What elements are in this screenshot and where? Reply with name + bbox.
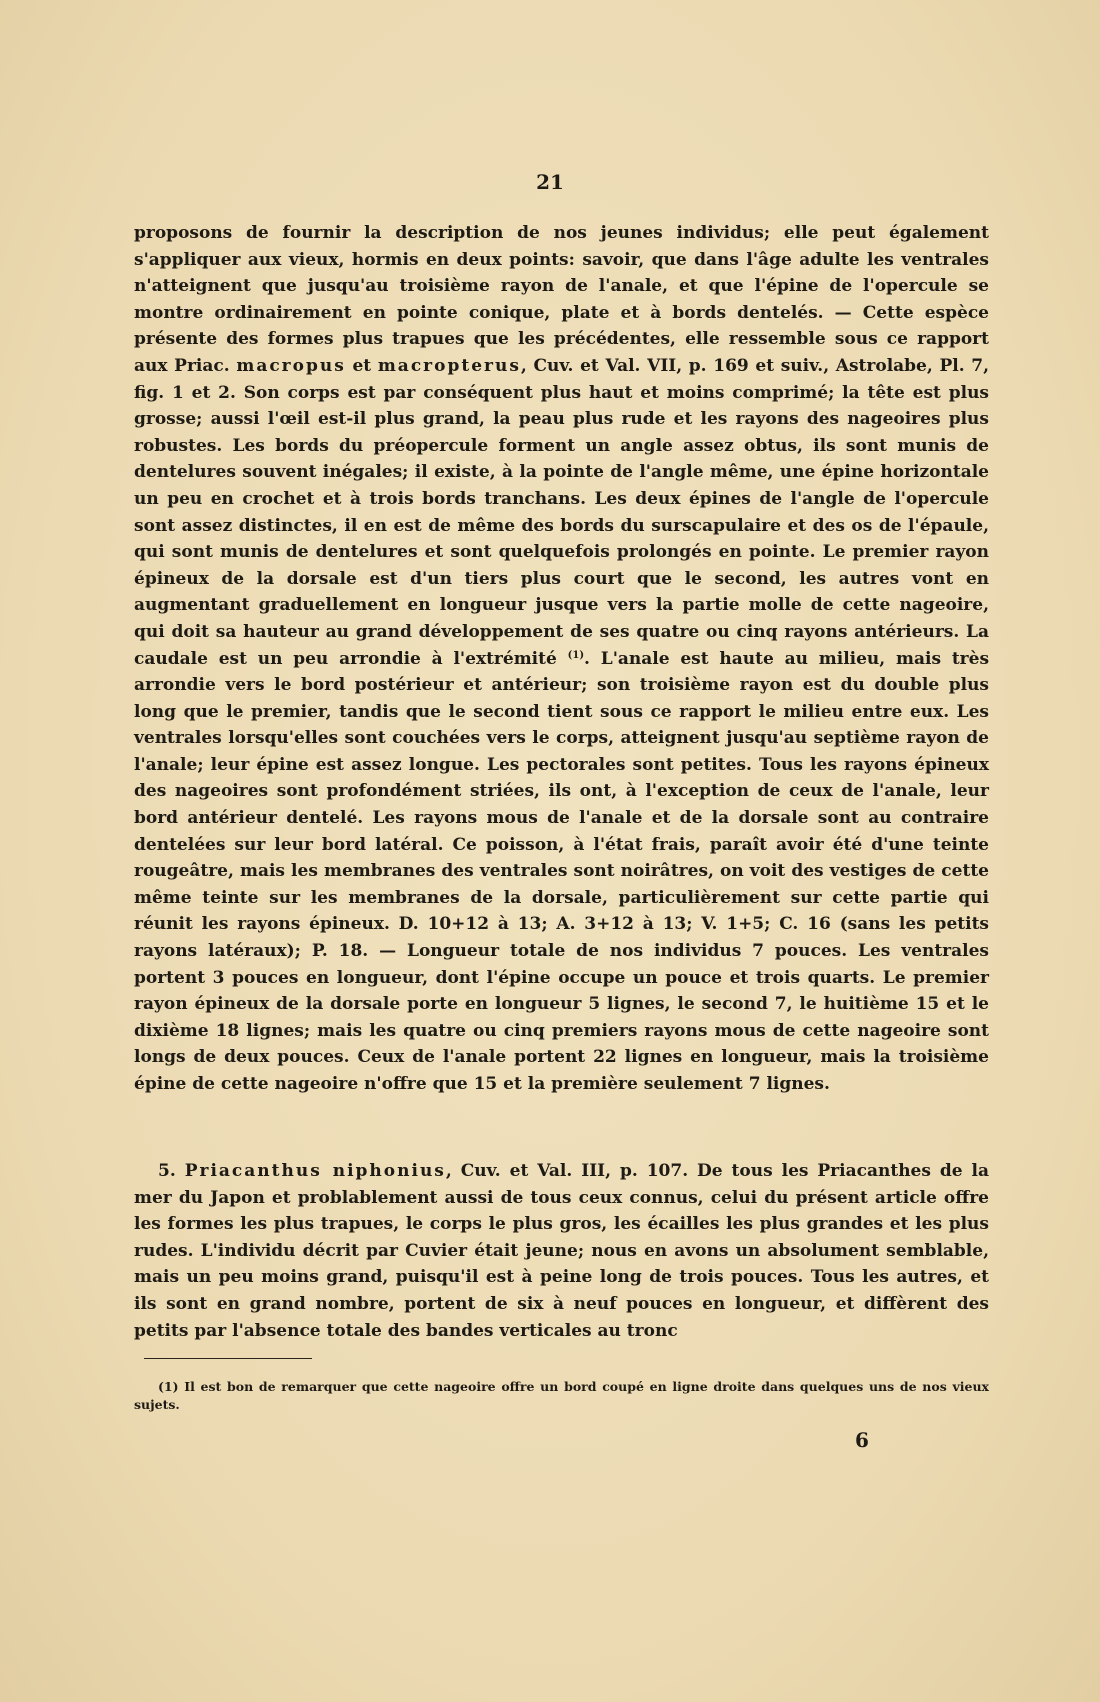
species-name: macropterus [377, 355, 521, 376]
section-paragraph [134, 1158, 989, 1344]
body-paragraph [134, 220, 989, 1098]
body-text-part: , Cuv. et Val. VII, p. 169 et suiv., Astrolabe, Pl. 7, fig. 1 et 2. Son corps est par conséquent plus haut et moins comprimé; la tête est plus grosse; aussi l'œil est-il plus grand, la peau plus rude et les rayons des nageoires plus robustes. Les bords du préopercule forment un angle assez obtus, ils sont munis de dentelures souvent inégales; il existe, à la pointe de l'angle même, une épine horizontale un peu en crochet et à trois bords tranchans. Les deux épines de l'angle de l'opercule sont assez distinctes, il en est de même des bords du surscapulaire et des os de l'épaule, qui sont munis de dentelures et sont quelquefois prolongés en pointe. Le premier rayon épineux de la dorsale est d'un tiers plus court que le second, les autres vont en augmentant graduellement en longueur jusque vers la partie molle de cette nageoire, qui doit sa hauteur au grand développement de ses quatre ou cinq rayons antérieurs. La caudale est un peu arrondie à l'extrémité [134, 355, 990, 669]
footnote: (1) Il est bon de remarquer que cette nageoire offre un bord coupé en ligne droite dans quelques uns de nos vieux sujets. [134, 1379, 989, 1412]
footnote-reference: (1) [567, 649, 585, 661]
section-species-name: Priacanthus niphonius [184, 1161, 446, 1181]
section-text: , Cuv. et Val. III, p. 107. De tous les Priacanthes de la mer du Japon et problablement aussi de tous ceux connus, celui du présent article offre les formes les plus trapues, le corps le plus gros, les écailles les plus grandes et les plus rudes. L'individu décrit par Cuvier était jeune; nous en avons un absolument semblable, mais un peu moins grand, puisqu'il est à peine long de trois pouces. Tous les autres, et ils sont en grand nombre, portent de six à neuf pouces en longueur, et diffèrent des petits par l'absence totale des bandes verticales au tronc [134, 1161, 990, 1341]
body-text-part: . L'anale est haute au milieu, mais très arrondie vers le bord postérieur et antérieur; son troisième rayon est du double plus long que le premier, tandis que le second tient sous ce rapport le milieu entre eux. Les ventrales lorsqu'elles sont couchées vers le corps, atteignent jusqu'au septième rayon de l'anale; leur épine est assez longue. Les pectorales sont petites. Tous les rayons épineux des nageoires sont profondément striées, ils ont, à l'exception de ceux de l'anale, leur bord antérieur dentelé. Les rayons mous de l'anale et de la dorsale sont au contraire dentelées sur leur bord latéral. Ce poisson, à l'état frais, paraît avoir été d'une teinte rougeâtre, mais les membranes des ventrales sont noirâtres, on voit des vestiges de cette même teinte sur les membranes de la dorsale, particulièrement sur cette partie qui réunit les rayons épineux. D. 10+12 à 13; A. 3+12 à 13; V. 1+5; C. 16 (sans les petits rayons latéraux); P. 18. — Longueur totale de nos individus 7 pouces. Les ventrales portent 3 pouces en longueur, dont l'épine occupe un pouce et trois quarts. Le premier rayon épineux de la dorsale porte en longueur 5 lignes, le second 7, le huitième 15 et le dixième 18 lignes; mais les quatre ou cinq premiers rayons mous de cette nageoire sont longs de deux pouces. Ceux de l'anale portent 22 lignes en longueur, mais la troisième épine de cette nageoire n'offre que 15 et la première seulement 7 lignes. [134, 648, 990, 1094]
body-text-part: proposons de fournir la description de nos jeunes individus; elle peut également s'appliquer aux vieux, hormis en deux points: savoir, que dans l'âge adulte les ventrales n'atteignent que jusqu'au troisième rayon de l'anale, et que l'épine de l'opercule se montre ordinairement en pointe conique, plate et à bords dentelés. — Cette espèce présente des formes plus trapues que les précédentes, elle ressemble sous ce rapport aux Priac. [134, 223, 989, 376]
species-name: macropus [236, 355, 346, 376]
footnote-divider [144, 1358, 312, 1359]
body-text-part: et [352, 355, 372, 376]
page-number: 21 [536, 170, 564, 194]
section-number: 5. [158, 1161, 176, 1181]
signature-mark: 6 [855, 1428, 869, 1452]
